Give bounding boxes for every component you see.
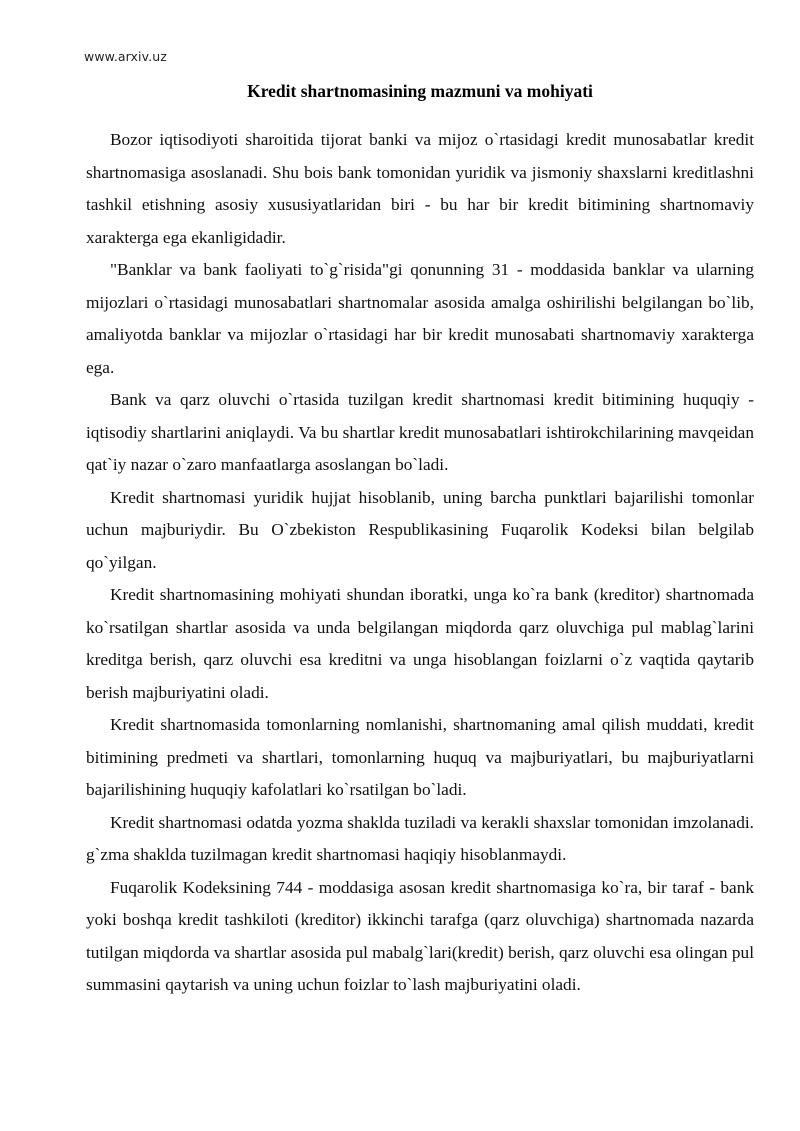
paragraph: Kredit shartnomasining mohiyati shundan iboratki, unga ko`ra bank (kreditor) shartnomada ko`rsatilgan shartlar asosida va unda belgilangan miqdorda qarz oluvchiga pul mablag`larini kreditga berish, qarz oluvchi esa kreditni va unga hisoblangan foizlarni o`z vaqtida qaytarib berish majburiyatini oladi.	[86, 585, 754, 702]
paragraph: Fuqarolik Kodeksining 744 - moddasiga asosan kredit shartnomasiga ko`ra, bir taraf - bank yoki boshqa kredit tashkiloti (kreditor) ikkinchi tarafga (qarz oluvchiga) shartnomada nazarda tutilgan miqdorda va shartlar asosida pul mabalg`lari(kredit) berish, qarz oluvchi esa olingan pul summasini qaytarish va uning uchun foizlar to`lash majburiyatini oladi.	[86, 877, 754, 994]
paragraph: Bozor iqtisodiyoti sharoitida tijorat banki va mijoz o`rtasidagi kredit munosabatlar kredit shartnomasiga asoslanadi. Shu bois bank tomonidan yuridik va jismoniy shaxslarni kreditlashni tashkil etishning asosiy xususiyatlaridan biri - bu har bir kredit bitimining shartnomaviy xarakterga ega ekanligidadir.	[86, 130, 754, 247]
paragraph: Kredit shartnomasi odatda yozma shaklda tuziladi va kerakli shaxslar tomonidan imzolanadi. g`zma shaklda tuzilmagan kredit shartnomasi haqiqiy hisoblanmaydi.	[86, 812, 754, 864]
paragraph: Bank va qarz oluvchi o`rtasida tuzilgan kredit shartnomasi kredit bitimining huquqiy - iqtisodiy shartlarini aniqlaydi. Va bu shartlar kredit munosabatlari ishtirokchilarining mavqeidan qat`iy nazar o`zaro manfaatlarga asoslangan bo`ladi.	[86, 390, 754, 474]
document-body	[86, 124, 754, 1002]
paragraph: Kredit shartnomasida tomonlarning nomlanishi, shartnomaning amal qilish muddati, kredit bitimining predmeti va shartlari, tomonlarning huquq va majburiyatlari, bu majburiyatlarni bajarilishining huquqiy kafolatlari ko`rsatilgan bo`ladi.	[86, 715, 754, 799]
document-title: Kredit shartnomasining mazmuni va mohiyati	[247, 81, 593, 101]
paragraph: "Banklar va bank faoliyati to`g`risida"gi qonunning 31 - moddasida banklar va ularning mijozlari o`rtasidagi munosabatlari shartnomalar asosida amalga oshirilishi belgilangan bo`lib, amaliyotda banklar va mijozlar o`rtasidagi har bir kredit munosabati shartnomaviy xarakterga ega.	[86, 260, 754, 377]
paragraph: Kredit shartnomasi yuridik hujjat hisoblanib, uning barcha punktlari bajarilishi tomonlar uchun majburiydir. Bu O`zbekiston Respublikasining Fuqarolik Kodeksi bilan belgilab qo`yilgan.	[86, 487, 754, 572]
source-watermark: www.arxiv.uz	[84, 49, 167, 64]
